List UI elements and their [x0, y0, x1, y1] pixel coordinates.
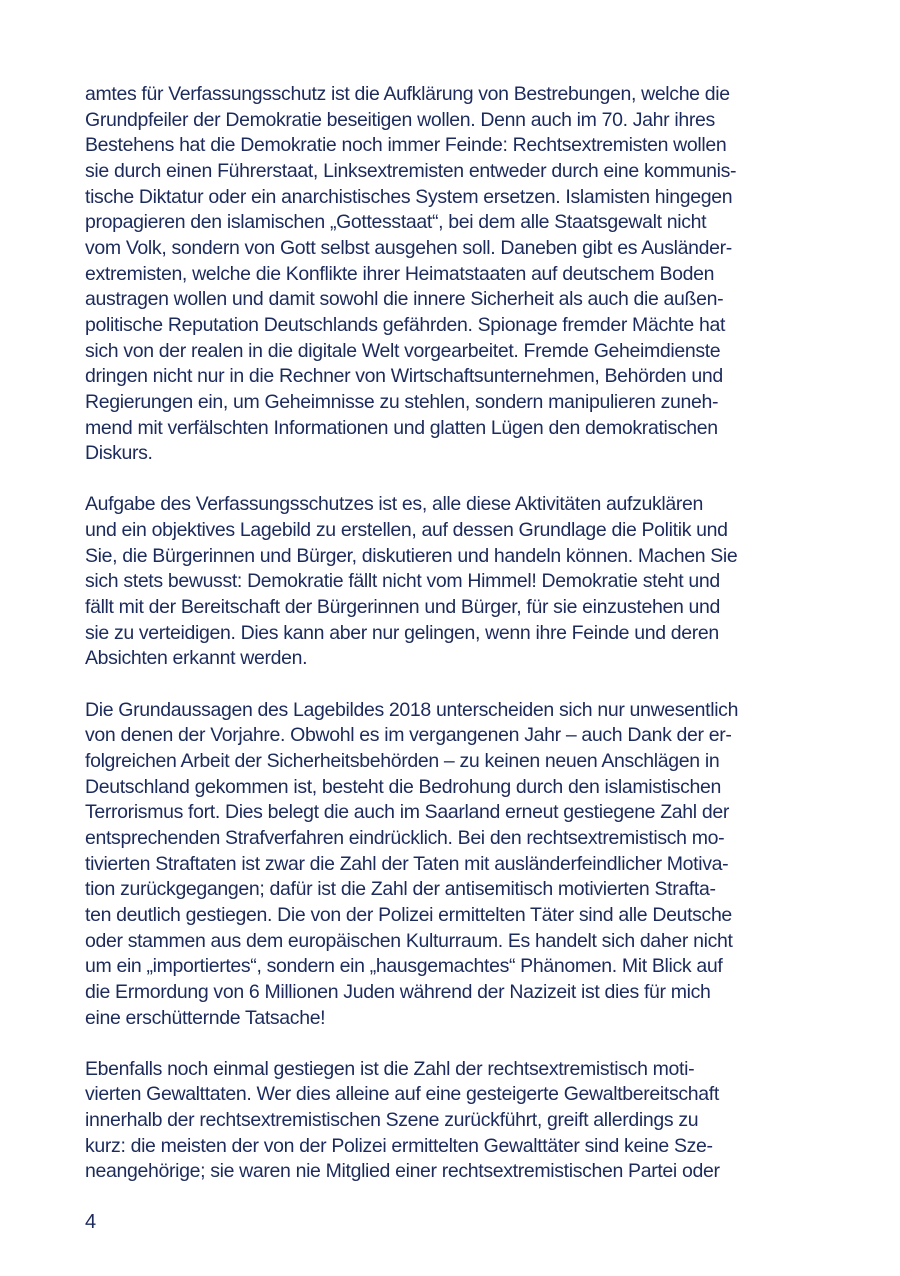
text-line: extremisten, welche die Konflikte ihrer Heimatstaaten auf deutschem Boden: [85, 262, 715, 285]
text-line: Ebenfalls noch einmal gestiegen ist die Zahl der rechtsextremistisch moti-: [85, 1057, 695, 1080]
text-line: vierten Gewalttaten. Wer dies alleine auf eine gesteigerte Gewaltbereitschaft: [85, 1083, 719, 1106]
text-line: Deutschland gekommen ist, besteht die Bedrohung durch den islamistischen: [85, 775, 722, 798]
text-line: Bestehens hat die Demokratie noch immer Feinde: Rechtsextremisten wollen: [85, 134, 727, 157]
text-line: sie durch einen Führerstaat, Linksextremisten entweder durch eine kommunis-: [85, 159, 737, 182]
text-line: tion zurückgegangen; dafür ist die Zahl der antisemitisch motivierten Strafta-: [85, 878, 716, 901]
text-line: von denen der Vorjahre. Obwohl es im vergangenen Jahr – auch Dank der er-: [85, 724, 732, 747]
text-line: Die Grundaussagen des Lagebildes 2018 unterscheiden sich nur unwesentlich: [85, 698, 739, 721]
page-number: 4: [85, 1211, 97, 1233]
text-line: Diskurs.: [85, 442, 153, 465]
text-line: amtes für Verfassungsschutz ist die Aufklärung von Bestrebungen, welche die: [85, 83, 730, 105]
text-line: Aufgabe des Verfassungsschutzes ist es, alle diese Aktivitäten aufzuklären: [85, 493, 703, 516]
text-line: mend mit verfälschten Informationen und glatten Lügen den demokratischen: [85, 416, 718, 439]
text-line: eine erschütternde Tatsache!: [85, 1006, 326, 1029]
text-line: oder stammen aus dem europäischen Kulturraum. Es handelt sich daher nicht: [85, 929, 733, 952]
text-line: um ein „importiertes“, sondern ein „hausgemachtes“ Phänomen. Mit Blick auf: [85, 955, 723, 978]
paragraph: [85, 698, 825, 1032]
text-line: kurz: die meisten der von der Polizei ermittelten Gewalttäter sind keine Sze-: [85, 1134, 713, 1157]
text-line: ten deutlich gestiegen. Die von der Polizei ermittelten Täter sind alle Deutsche: [85, 903, 732, 926]
text-line: sie zu verteidigen. Dies kann aber nur gelingen, wenn ihre Feinde und deren: [85, 621, 719, 644]
paragraph: [85, 1057, 825, 1185]
body-text: [85, 82, 825, 1211]
text-line: neangehörige; sie waren nie Mitglied einer rechtsextremistischen Partei oder: [85, 1160, 720, 1183]
text-line: entsprechenden Strafverfahren eindrücklich. Bei den rechtsextremistisch mo-: [85, 826, 725, 849]
text-line: Terrorismus fort. Dies belegt die auch im Saarland erneut gestiegene Zahl der: [85, 801, 729, 824]
text-line: und ein objektives Lagebild zu erstellen, auf dessen Grundlage die Politik und: [85, 519, 728, 542]
text-line: innerhalb der rechtsextremistischen Szene zurückführt, greift allerdings zu: [85, 1109, 699, 1132]
text-line: Grundpfeiler der Demokratie beseitigen wollen. Denn auch im 70. Jahr ihres: [85, 108, 715, 131]
text-line: Sie, die Bürgerinnen und Bürger, diskutieren und handeln können. Machen Sie: [85, 544, 738, 567]
text-line: tivierten Straftaten ist zwar die Zahl der Taten mit ausländerfeindlicher Motiva-: [85, 852, 729, 875]
text-line: vom Volk, sondern von Gott selbst ausgehen soll. Daneben gibt es Ausländer-: [85, 236, 732, 259]
text-line: fällt mit der Bereitschaft der Bürgerinnen und Bürger, für sie einzustehen und: [85, 596, 720, 619]
paragraph: [85, 82, 825, 467]
text-line: sich stets bewusst: Demokratie fällt nicht vom Himmel! Demokratie steht und: [85, 570, 720, 593]
text-line: Regierungen ein, um Geheimnisse zu stehlen, sondern manipulieren zuneh-: [85, 390, 719, 413]
text-line: politische Reputation Deutschlands gefährden. Spionage fremder Mächte hat: [85, 313, 726, 336]
text-line: folgreichen Arbeit der Sicherheitsbehörden – zu keinen neuen Anschlägen in: [85, 749, 720, 772]
text-line: tische Diktatur oder ein anarchistisches System ersetzen. Islamisten hingegen: [85, 185, 733, 208]
text-line: Absichten erkannt werden.: [85, 647, 308, 670]
text-line: dringen nicht nur in die Rechner von Wirtschaftsunternehmen, Behörden und: [85, 365, 723, 388]
text-line: die Ermordung von 6 Millionen Juden während der Nazizeit ist dies für mich: [85, 980, 711, 1003]
text-line: sich von der realen in die digitale Welt vorgearbeitet. Fremde Geheimdienste: [85, 339, 721, 362]
text-line: austragen wollen und damit sowohl die innere Sicherheit als auch die außen-: [85, 288, 724, 311]
paragraph: [85, 492, 825, 672]
text-line: propagieren den islamischen „Gottesstaat“, bei dem alle Staatsgewalt nicht: [85, 211, 707, 234]
